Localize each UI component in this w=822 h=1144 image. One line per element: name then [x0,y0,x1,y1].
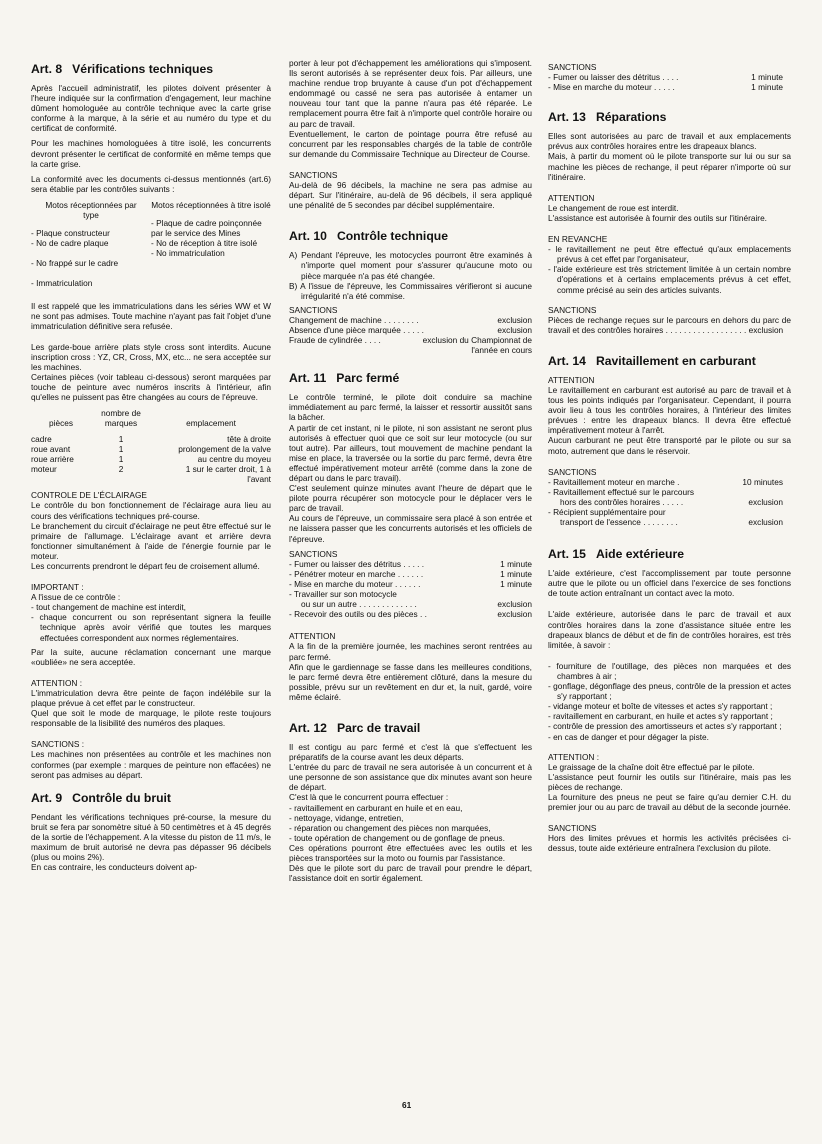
marking-cell: cadre [31,434,52,445]
art11-heading [289,371,532,386]
list-item: - l'aide extérieure est très strictement limitée à un certain nombre d'opérations et à certains emplacements prévus à cet effet, comme précisé au sein des articles suivants. [548,264,791,295]
art11-paragraph: A la fin de la première journée, les machines seront rentrées au parc fermé. [289,641,532,662]
art14-number: Art. 14 [548,353,586,368]
art8-paragraph: Après l'accueil administratif, les pilotes doivent présenter à l'heure indiquée sur la confirmation d'engagement, leur machine dûment homologuée au contrôle technique avec la carte grise conforme à la marque, à la série et au numéro du type et du certificat de conformité. [31,83,271,134]
reception-col-head: Motos réceptionnées par type [45,199,137,221]
sanctions-title: SANCTIONS [548,823,597,834]
art13-paragraph: Elles sont autorisées au parc de travail et aux emplacements prévus aux contrôles horaires entre les drapeaux blancs. [548,131,791,152]
marking-head-cell: emplacement [186,418,236,429]
sanction-label: Absence d'une pièce marquée . . . . . [289,324,424,335]
art15-paragraph: Le graissage de la chaîne doit être effectué par le pilote. [548,761,755,772]
reception-item: - Plaque de cadre poinçonnée par le service des Mines [151,218,262,239]
sanction-label: ou sur un autre . . . . . . . . . . . . . [301,599,417,610]
list-item: - le ravitaillement ne peut être effectué qu'aux emplacements prévus à cet effet par l'organisateur, [548,244,791,265]
sanction-row [289,579,532,589]
art10-heading [289,229,532,244]
art15-paragraph: Hors des limites prévues et hormis les activités précisées ci-dessus, toute aide extérieure entraînera l'exclusion du pilote. [548,833,791,854]
important-list [31,602,271,642]
attention-title: ATTENTION [548,192,595,203]
sanction-value: exclusion [748,496,783,507]
art13-paragraph: L'assistance est autorisée à fournir des outils sur l'itinéraire. [548,212,767,223]
sanction-label: hors des contrôles horaires . . . . . [560,496,684,507]
art15-list [548,661,791,742]
sanction-row [548,507,791,517]
marking-cell: prolongement de la valve [178,444,271,455]
sanction-label: - Pénétrer moteur en marche . . . . . . [289,568,424,579]
list-item: - toute opération de changement ou de gonflage de pneus. [289,832,505,843]
column-left [31,62,271,872]
important-title: IMPORTANT : [31,582,84,593]
art13-heading [548,110,791,125]
art12-title: Parc de travail [336,720,421,735]
table-row [31,444,271,454]
marking-table [31,408,271,484]
reception-item: - No de cadre plaque [31,238,109,249]
marking-cell: 1 [118,444,124,455]
marking-header [31,408,271,428]
sanction-label: - Travailler sur son motocycle [289,589,397,600]
art13-number: Art. 13 [548,110,586,125]
attention-title: ATTENTION : [548,751,600,762]
art15-paragraph: L'aide extérieure, autorisée dans le parc de travail et aux contrôles horaires dans la zone d'assistance située entre les drapeaux blancs de début et de fin de contrôles horaires, est très limitée, à savoir : [548,609,791,650]
list-item: - contrôle de pression des amortisseurs et actes s'y rapportant ; [548,721,782,732]
sanction-row [548,487,791,497]
art8-paragraph: Par la suite, aucune réclamation concernant une marque «oubliée» ne sera acceptée. [31,646,271,667]
list-item: A) Pendant l'épreuve, les motocycles pourront être examinés à n'importe quel moment pour s'assurer qu'aucune moto ou pièce marquée n'a pas été changée. [289,250,532,281]
art8-paragraph: Quel que soit le mode de marquage, le pilote reste toujours responsable de la lisibilité des numéros des plaques. [31,708,271,729]
art10-number: Art. 10 [289,229,327,244]
reception-item: - No immatriculation [151,248,225,259]
art9-paragraph: porter à leur pot d'échappement les améliorations qui s'imposent. Ils seront autorisés à se représenter deux fois. Par ailleurs, une machine rendue trop bruyante à cause d'un pot d'échappement endommagé ou cassé ne sera pas autorisée à entamer un nouveau tour tant que la panne n'aura pas été réparée. Le remplacement pourra être fait à n'importe quel contrôle horaire ou au parc de travail. [289,58,532,129]
art11-paragraph: Afin que le gardiennage se fasse dans les meilleures conditions, le parc fermé devra être entièrement clôturé, dans la mesure du possible, prévu sur un revêtement en dur et, la nuit, gardé, voire même éclairé. [289,661,532,702]
marking-cell: 1 sur le carter droit, 1 à l'avant [185,464,271,485]
sanction-label: - Ravitaillement effectué sur le parcours [548,486,695,497]
sanction-value: exclusion [497,324,532,335]
sanction-value: exclusion [497,599,532,610]
sanction-row [548,477,791,487]
list-item: - fourniture de l'outillage, des pièces non marquées et des chambres à air ; [548,660,791,681]
art11-paragraph: Le contrôle terminé, le pilote doit conduire sa machine immédiatement au parc fermé, la laisser et ressortir aussitôt sans la bâcher. [289,392,532,423]
list-item: B) A l'issue de l'épreuve, les Commissaires vérifieront si aucune irrégularité n'a été commise. [289,280,532,301]
reception-item: - No frappé sur le cadre [31,258,119,269]
column-middle [289,58,532,888]
sanction-row [289,589,532,599]
art10-title: Contrôle technique [336,229,448,244]
list-item: - en cas de danger et pour dégager la piste. [548,731,709,742]
art8-paragraph: Les concurrents prendront le départ feu de croisement allumé. [31,561,260,571]
reception-item: - No de réception à titre isolé [151,238,258,249]
reception-col-isole [151,200,271,289]
reception-table [31,200,271,289]
marking-cell: tête à droite [227,434,271,445]
art15-heading [548,547,791,562]
art14-title: Ravitaillement en carburant [595,353,756,368]
art8-number: Art. 8 [31,62,63,76]
art11-paragraph: C'est seulement quinze minutes avant l'heure de départ que le pilote pourra récupérer son motocycle pour le déplacer vers le parc de travail. [289,483,532,514]
sanction-row [289,569,532,579]
lighting-title: CONTROLE DE L'ÉCLAIRAGE [31,490,147,501]
art8-paragraph: Le contrôle du bon fonctionnement de l'éclairage aura lieu au cours des vérifications techniques pré-course. [31,500,271,521]
important-intro: A l'issue de ce contrôle : [31,592,121,603]
art14-paragraph: Le ravitaillement en carburant est autorisé au parc de travail et à tous les points indiqués par l'organisateur. Cependant, il pourra avoir lieu à tous les contrôles horaires, à l'intérieur des limites prévues : entre les drapeaux blancs. Il devra être effectué impérativement moteur à l'arrêt. [548,384,791,436]
sanctions-title: SANCTIONS [548,304,597,315]
sanctions-title: SANCTIONS [289,548,338,559]
list-item: - ravitaillement en carburant, en huile et actes s'y rapportant ; [548,711,773,722]
art8-heading [31,62,271,77]
art12-number: Art. 12 [289,720,327,735]
art10-list [289,250,532,300]
sanction-value: 10 minutes [742,476,783,487]
column-right [548,62,791,858]
art9-title: Contrôle du bruit [72,790,171,805]
art8-paragraph: Pour les machines homologuées à titre isolé, les concurrents devront présenter le certificat de conformité en même temps que la carte grise. [31,138,271,169]
attention-title: ATTENTION [289,631,336,642]
reception-item: - Plaque constructeur [31,228,110,239]
sanction-row [289,559,532,569]
list-item: - réparation ou changement des pièces non marquées, [289,822,491,833]
art12-heading [289,721,532,736]
attention-title: ATTENTION : [31,677,83,688]
art8-paragraph: L'immatriculation devra être peinte de façon indélébile sur la plaque prévue à cet effet par le constructeur. [31,687,271,709]
marking-cell: roue arrière [31,454,74,465]
sanction-label: - Recevoir des outils ou des pièces . . [289,609,427,620]
list-item: - gonflage, dégonflage des pneus, contrôle de la pression et actes s'y rapportant ; [548,681,791,702]
sanctions-title: SANCTIONS [289,304,338,315]
sanction-label: - Récipient supplémentaire pour [548,507,666,517]
marking-cell: 2 [118,464,124,475]
sanction-value: exclusion [748,517,783,528]
sanction-label: - Mise en marche du moteur . . . . . . [289,578,421,589]
sanction-row [289,335,532,355]
marking-head-cell: pièces [49,418,73,429]
marking-cell: moteur [31,464,57,475]
art12-paragraph: Ces opérations pourront être effectuées avec les outils et les pièces transportées sur la moto ou fournis par l'assistance. [289,842,532,863]
sanction-row [289,599,532,609]
revanche-title: EN REVANCHE [548,234,608,245]
attention-title: ATTENTION [548,374,595,385]
reception-item: - Immatriculation [31,278,93,289]
art8-paragraph: Certaines pièces (voir tableau ci-dessous) seront marquées par touche de peinture avec numéros inscrits à l'intérieur, afin qu'elles ne puissent pas être changées au cours de l'épreuve. [31,372,271,403]
sanction-row [289,315,532,325]
marking-cell: 1 [118,454,124,465]
art9-heading [31,791,271,806]
sanction-value: exclusion du Championnat de l'année en cours [422,335,532,356]
sanctions-title: SANCTIONS : [31,739,85,750]
list-item: - ravitaillement en carburant en huile et en eau, [289,802,463,813]
art8-paragraph: Il est rappelé que les immatriculations dans les séries WW et W ne sont pas admises. Toute machine n'ayant pas fait l'objet d'une immatriculation définitive sera refusée. [31,300,271,331]
sanction-value: exclusion [497,609,532,620]
art11-title: Parc fermé [336,371,400,386]
marking-cell: au centre du moyeu [197,454,271,465]
art15-number: Art. 15 [548,547,586,562]
art8-paragraph: Le branchement du circuit d'éclairage ne peut être effectué sur le primaire de l'allumage. L'éclairage avant et arrière devra fonctionner simultanément à l'aide de l'énergie fournie par le moteur. [31,520,271,561]
art11-paragraph: Au cours de l'épreuve, un commissaire sera placé à son entrée et ne laissera passer que les concurrents autorisés et les officiels de l'épreuve. [289,513,532,544]
art9-paragraph: Eventuellement, le carton de pointage pourra être refusé au concurrent par les responsables chargés de la table de contrôle sur demande du Commissaire Technique au Directeur de Course. [289,128,532,159]
art13-paragraph: Mais, à partir du moment où le pilote transporte sur lui ou sur sa machine les pièces de rechange, il peut réparer n'importe où sur l'itinéraire. [548,151,791,182]
sanction-value: 1 minute [751,72,783,83]
sanction-row [548,82,791,92]
sanction-row [289,609,532,619]
marking-cell: 1 [118,434,124,445]
sanction-value: 1 minute [500,578,532,589]
sanctions-title: SANCTIONS [289,169,338,180]
marking-cell: roue avant [31,444,71,455]
art13-title: Réparations [595,110,667,125]
sanction-label: - Mise en marche du moteur . . . . . [548,82,675,93]
sanctions-title: SANCTIONS [548,62,597,72]
art11-paragraph: A partir de cet instant, ni le pilote, ni son assistant ne seront plus autorisés à effectuer quoi que ce soit sur leur motocycle (ou sur tout autre). Par ailleurs, tout mouvement de machine pendant la mise en place, la traversée ou la sortie du parc fermé, devra être effectué impérativement moteur arrêté (comme dans la zone de départ ou dans le parc travail). [289,422,532,483]
sanction-label: Fraude de cylindrée . . . . [289,335,381,346]
sanction-value: 1 minute [751,82,783,93]
sanction-row [548,517,791,527]
art8-paragraph: Les machines non présentées au contrôle et les machines non conformes (par exemple : marques de peinture non effacées) ne seront pas admises au départ. [31,749,271,780]
list-item: - tout changement de machine est interdit, [31,602,186,613]
art11-number: Art. 11 [289,371,327,386]
sanction-label: - Fumer ou laisser des détritus . . . . [548,72,679,83]
art15-title: Aide extérieure [595,547,684,562]
art12-paragraph: Il est contigu au parc fermé et c'est là que s'effectuent les préparatifs de la course avant les deux départs. [289,741,532,763]
art8-title: Vérifications techniques [72,62,214,76]
sanction-row [548,72,791,82]
art9-number: Art. 9 [31,790,63,805]
page-number: 61 [402,1100,412,1110]
art9-paragraph: Pendant les vérifications techniques pré-course, la mesure du bruit se fera par sonomètre situé à 50 centimètres et à 45 degrés de la sortie de l'échappement. A la vitesse du piston de 11 m/s, le maximum de bruit autorisé ne devra pas dépasser 96 décibels (plus ou moins 2%). [31,811,271,863]
art13-paragraph: Pièces de rechange reçues sur le parcours en dehors du parc de travail et des contrôles horaires . . . . . . . . . . . . . . . . . . exclusion [548,314,791,335]
sanction-label: - Ravitaillement moteur en marche . [548,476,680,487]
art12-paragraph: C'est là que le concurrent pourra effectuer : [289,792,449,803]
art12-paragraph: L'entrée du parc de travail ne sera autorisée à un concurrent et à une personne de son assistance que dix minutes avant son heure de départ. [289,762,532,793]
art12-list [289,803,532,843]
art14-heading [548,354,791,369]
table-row [31,464,271,484]
art8-paragraph: La conformité avec les documents ci-dessus mentionnés (art.6) sera établie par les contrôles suivants : [31,173,271,194]
list-item: - chaque concurrent ou son représentant signera la feuille technique après avoir vérifié que toutes les marques effectuées correspondent aux normes réglementaires. [31,612,271,643]
art14-paragraph: Aucun carburant ne peut être transporté par le pilote ou sur sa moto, autrement que dans le réservoir. [548,435,791,456]
table-row [31,454,271,464]
sanction-value: 1 minute [500,568,532,579]
list-item: - nettoyage, vidange, entretien, [289,812,404,823]
art15-paragraph: L'aide extérieure, c'est l'accomplissement par toute personne autre que le pilote ou un officiel dans l'exercice de ses fonctions de toute action entraînant un contact avec la moto. [548,568,791,599]
art9-paragraph: Au-delà de 96 décibels, la machine ne sera pas admise au départ. Sur l'itinéraire, au-delà de 96 décibels, il sera appliqué une pénalité de 5 secondes par décibel supplémentaire. [289,180,532,211]
art12-paragraph: Dès que le pilote sort du parc de travail pour prendre le départ, l'assistance doit en sortir également. [289,863,532,884]
art13-paragraph: Le changement de roue est interdit. [548,202,679,213]
art15-paragraph: La fourniture des pneus ne peut se faire qu'au dernier C.H. du premier jour ou au parc de travail au début de la seconde journée. [548,791,791,813]
reception-col-head: Motos réceptionnées à titre isolé [151,199,271,210]
sanction-value: exclusion [497,314,532,325]
sanction-row [548,497,791,507]
marking-head-cell: nombre de marques [101,408,141,429]
sanction-row [289,325,532,335]
revanche-list [548,244,791,294]
art9-paragraph-start: En cas contraire, les conducteurs doivent ap- [31,862,198,873]
table-row [31,434,271,444]
reception-col-type [31,200,151,289]
art8-paragraph: Les garde-boue arrière plats style cross sont interdits. Aucune inscription cross : YZ, CR, Cross, MX, etc... ne sera acceptée sur les machines. [31,341,271,372]
list-item: - vidange moteur et boîte de vitesses et actes s'y rapportant ; [548,701,773,712]
sanctions-title: SANCTIONS [548,466,597,477]
art15-paragraph: L'assistance peut fournir les outils sur l'itinéraire, mais pas les pièces de rechange. [548,771,791,792]
sanction-label: transport de l'essence . . . . . . . . [560,517,678,528]
sanction-label: - Fumer ou laisser des détritus . . . . . [289,558,425,569]
sanction-value: 1 minute [500,558,532,569]
sanction-label: Changement de machine . . . . . . . . [289,314,419,325]
